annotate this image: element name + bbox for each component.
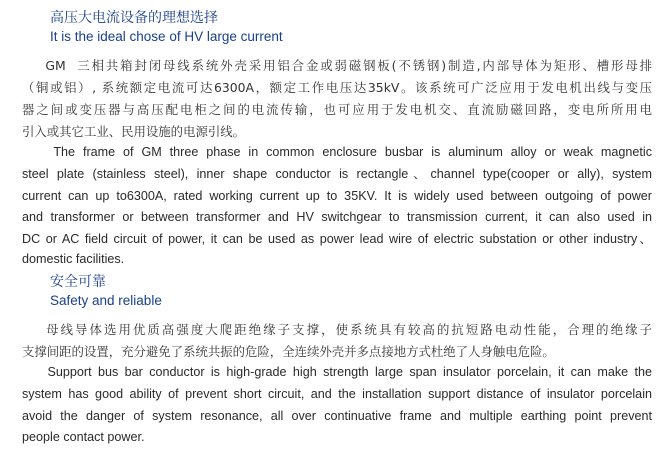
section2-en-line-2: system has good ability of prevent short circuit, and the installation support distance of insulator porcelain: [22, 387, 652, 401]
section2-en-line-3: avoid the danger of system resonance, all over continuative frame and multiple earthing point prevent: [22, 409, 652, 423]
section1-zh-line-4: 引入或其它工业、民用设施的电源引线。: [22, 124, 246, 139]
section2-zh-line-2: 支撑间距的设置，充分避免了系统共振的危险，全连续外壳并多点接地方式杜绝了人身触电危险。: [22, 344, 555, 359]
section2-title-en: Safety and reliable: [50, 293, 162, 308]
section2-en-line-4: people contact power.: [22, 430, 145, 444]
section1-en-line-2: steel plate (stainless steel), inner shape conductor is rectangle、channel type(cooper or ally), system: [22, 167, 652, 181]
section1-title-zh: 高压大电流设备的理想选择: [50, 10, 218, 26]
section2-zh-line-1: 母线导体选用优质高强度大爬距绝缘子支撑，使系统具有较高的抗短路电动性能，合理的绝缘子: [22, 322, 652, 337]
section1-zh-line-1: GM 三相共箱封闭母线系统外壳采用铝合金或弱磁钢板(不锈钢)制造,内部导体为矩形、槽形母排: [22, 58, 652, 73]
section1-zh-line-3: 器之间或变压器与高压配电柜之间的电流传输，也可应用于发电机交、直流励磁回路，变电所所用电: [22, 102, 652, 117]
section2-title-zh: 安全可靠: [50, 274, 106, 290]
section2-en-line-1: Support bus bar conductor is high-grade high strength large span insulator porcelain, it can make the: [22, 365, 652, 379]
section1-en-line-4: and transformer or between transformer and HV switchgear to transmission current, it can also used in: [22, 210, 652, 224]
section1-en-line-5: DC or AC field circuit of power, it can be used as power lead wire of electric substation or other industry、: [22, 232, 652, 246]
section1-en-line-3: current can up to6300A, rated working current up to 35KV. It is widely used between outgoing of power: [22, 189, 652, 203]
section1-en-line-6: domestic facilities.: [22, 252, 125, 266]
section1-title-en: It is the ideal chose of HV large current: [50, 29, 283, 44]
section1-en-line-1: The frame of GM three phase in common enclosure busbar is aluminum alloy or weak magnetic: [22, 145, 652, 159]
section1-zh-line-2: （铜或铝）, 系统额定电流可达6300A，额定工作电压达35kV。该系统可广泛应用于发电机出线与变压: [22, 80, 652, 95]
